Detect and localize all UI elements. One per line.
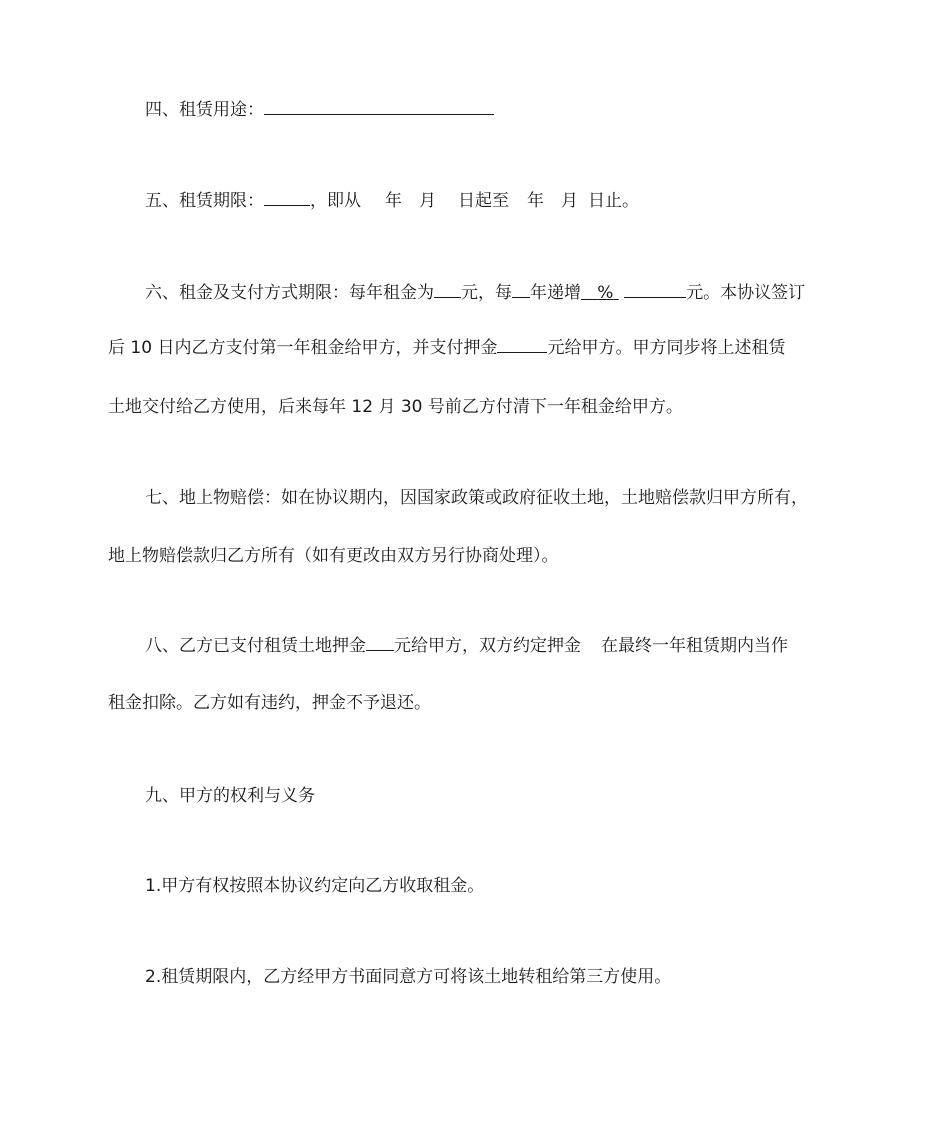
start-month-label: 月 xyxy=(419,191,436,211)
deposit-blank xyxy=(497,336,547,353)
clause-6-text-e: 元。本协议签订 xyxy=(686,283,806,303)
lease-purpose-blank xyxy=(264,98,494,115)
clause-9-title: 九、甲方的权利与义务 xyxy=(145,786,315,806)
increase-years-blank xyxy=(512,281,530,298)
clause-4-label: 四、租赁用途： xyxy=(145,100,264,120)
clause-4 xyxy=(145,98,850,122)
clause-6-text-f: 后 10 日内乙方支付第一年租金给甲方，并支付押金 xyxy=(108,338,498,358)
clause-5 xyxy=(145,189,850,213)
start-day-label: 日起至 xyxy=(458,191,509,211)
increase-amount-blank xyxy=(624,281,686,298)
clause-6-line-2 xyxy=(108,336,850,360)
clause-8-line-2: 租金扣除。乙方如有违约，押金不予退还。 xyxy=(108,693,431,713)
clause-7-line-2: 地上物赔偿款归乙方所有（如有更改由双方另行协商处理）。 xyxy=(108,546,559,566)
clause-8-line-1 xyxy=(145,634,850,658)
clause-6-text-g: 元给甲方。甲方同步将上述租赁 xyxy=(547,338,786,358)
end-day-label: 日止。 xyxy=(588,191,639,211)
end-month-label: 月 xyxy=(561,191,578,211)
end-year-label: 年 xyxy=(527,191,544,211)
clause-9-item-1: 1.甲方有权按照本协议约定向乙方收取租金。 xyxy=(145,876,485,896)
increase-percent: % xyxy=(597,283,614,303)
clause-8-text-a: 八、乙方已支付租赁土地押金 xyxy=(145,636,366,656)
paid-deposit-blank xyxy=(366,634,394,651)
clause-6-text-a: 六、租金及支付方式期限：每年租金为 xyxy=(145,283,434,303)
clause-6-text-b: 元，每 xyxy=(461,283,512,303)
start-year-label: 年 xyxy=(385,191,402,211)
clause-9-item-2: 2.租赁期限内，乙方经甲方书面同意方可将该土地转租给第三方使用。 xyxy=(145,967,672,987)
clause-6-line-1 xyxy=(145,281,850,305)
clause-8-text-b: 元给甲方，双方约定押金 xyxy=(394,636,581,656)
clause-8-text-c: 在最终一年租赁期内当作 xyxy=(601,636,788,656)
clause-5-label: 五、租赁期限： xyxy=(145,191,264,211)
lease-term-blank xyxy=(264,189,310,206)
clause-6-text-c: 年递增 xyxy=(530,283,581,303)
clause-6-line-3: 土地交付给乙方使用，后来每年 12 月 30 号前乙方付清下一年租金给甲方。 xyxy=(108,397,683,417)
clause-5-from: ，即从 xyxy=(310,191,361,211)
annual-rent-blank xyxy=(434,281,461,298)
clause-7-line-1: 七、地上物赔偿：如在协议期内，因国家政策或政府征收土地，土地赔偿款归甲方所有， xyxy=(145,488,808,508)
